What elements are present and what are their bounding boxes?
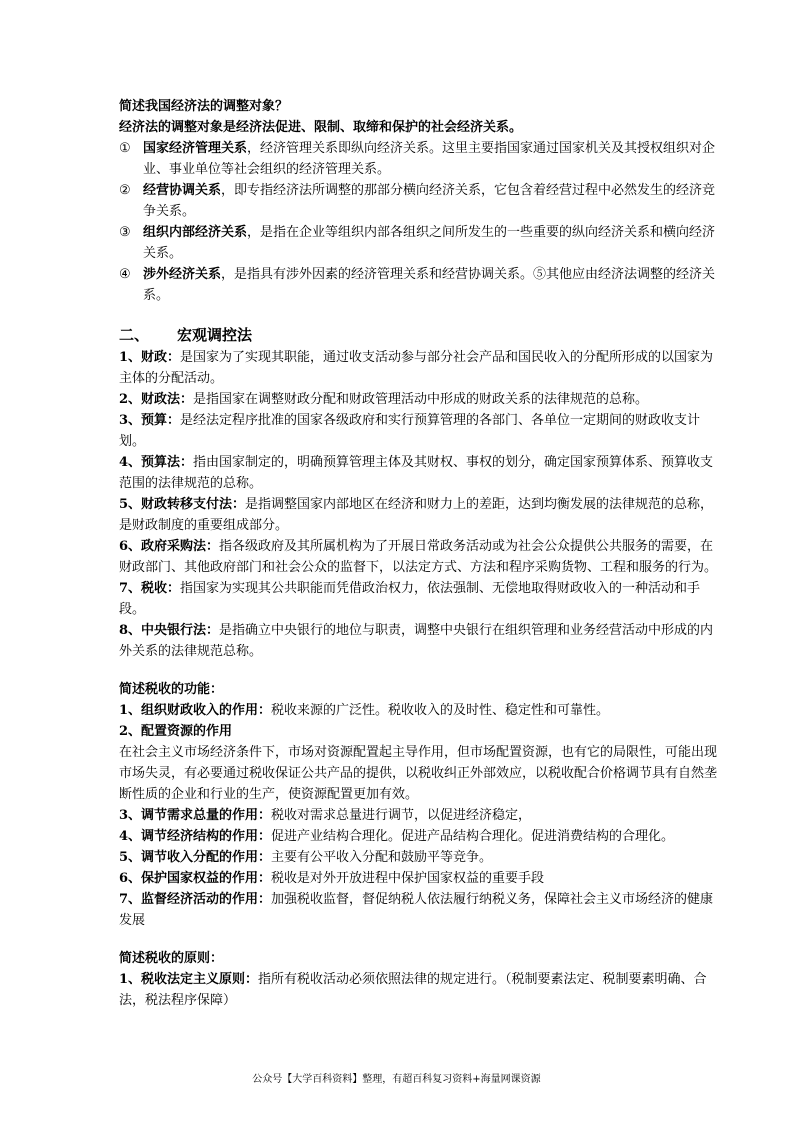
definition-item bbox=[119, 410, 719, 452]
item-text: 是国家为了实现其职能，通过收支活动参与部分社会产品和国民收入的分配所形成的以国家为主体的分配活动。 bbox=[119, 350, 714, 386]
page-footer: 公众号【大学百科资料】整理，有超百科复习资料+海量网课资源 bbox=[252, 1074, 541, 1085]
item-term: 7、监督经济活动的作用： bbox=[119, 892, 272, 907]
document-body bbox=[119, 96, 719, 1011]
item-term: 4、预算法： bbox=[119, 455, 194, 470]
principle-item bbox=[119, 969, 719, 1011]
item-term: 8、中央银行法： bbox=[119, 623, 220, 638]
item-mark: ② bbox=[119, 183, 131, 198]
item-term: 组织内部经济关系 bbox=[143, 225, 248, 240]
item-mark: ① bbox=[119, 141, 131, 156]
function-item bbox=[119, 805, 719, 826]
list-item bbox=[119, 222, 719, 264]
item-text: ，是指在企业等组织内部各组织之间所发生的一些重要的纵向经济关系和横向经济关系。 bbox=[143, 225, 716, 261]
item-term: 国家经济管理关系 bbox=[143, 141, 248, 156]
function-item bbox=[119, 826, 719, 847]
definition-item bbox=[119, 578, 719, 620]
function-paragraph: 在社会主义市场经济条件下，市场对资源配置起主导作用，但市场配置资源，也有它的局限性，可能出现市场失灵，有必要通过税收保证公共产品的提供，以税收纠正外部效应，以税收配合价格调节具有自然垄断性质的企业和行业的生产，使资源配置更加有效。 bbox=[119, 745, 718, 802]
item-text: 指所有税收活动必须依照法律的规定进行。（税制要素法定、税制要素明确、合法，税法程序保障） bbox=[119, 972, 707, 1008]
item-mark: ③ bbox=[119, 225, 131, 240]
item-term: 经营协调关系 bbox=[143, 183, 222, 198]
function-item-title: 2、配置资源的作用 bbox=[119, 724, 233, 739]
item-text: ，是指具有涉外因素的经济管理关系和经营协调关系。⑤其他应由经济法调整的经济关系。 bbox=[143, 267, 716, 303]
list-item bbox=[119, 264, 719, 306]
item-text: ，即专指经济法所调整的那部分横向经济关系，它包含着经营过程中必然发生的经济竞争关系。 bbox=[143, 183, 716, 219]
definition-item bbox=[119, 494, 719, 536]
item-text: 加强税收监督，督促纳税人依法履行纳税义务，保障社会主义市场经济的健康发展 bbox=[119, 892, 714, 928]
list-item bbox=[119, 180, 719, 222]
definition-item bbox=[119, 452, 719, 494]
item-text: 是经法定程序批准的国家各级政府和实行预算管理的各部门、各单位一定期间的财政收支计划。 bbox=[119, 413, 701, 449]
definition-item bbox=[119, 347, 719, 389]
item-text: 指由国家制定的，明确预算管理主体及其财权、事权的划分，确定国家预算体系、预算收支范围的法律规范的总称。 bbox=[119, 455, 714, 491]
item-text: 税收对需求总量进行调节，以促进经济稳定， bbox=[271, 808, 532, 823]
item-term: 1、组织财政收入的作用： bbox=[119, 703, 272, 718]
item-term: 7、税收： bbox=[119, 581, 181, 596]
definition-item bbox=[119, 536, 719, 578]
item-text: 税收是对外开放进程中保护国家权益的重要手段 bbox=[271, 871, 545, 886]
item-text: 指各级政府及其所属机构为了开展日常政务活动或为社会公众提供公共服务的需要，在财政部门、其他政府部门和社会公众的监督下，以法定方式、方法和程序采购货物、工程和服务的行为。 bbox=[119, 539, 718, 575]
item-term: 5、财政转移支付法： bbox=[119, 497, 246, 512]
item-text: 是指调整国家内部地区在经济和财力上的差距，达到均衡发展的法律规范的总称，是财政制度的重要组成部分。 bbox=[119, 497, 714, 533]
item-term: 5、调节收入分配的作用： bbox=[119, 850, 272, 865]
item-term: 涉外经济关系 bbox=[143, 267, 222, 282]
item-text: 主要有公平收入分配和鼓励平等竞争。 bbox=[271, 850, 493, 865]
section-title-economic-law: 简述我国经济法的调整对象？ bbox=[119, 99, 289, 114]
item-term: 2、财政法： bbox=[119, 392, 194, 407]
item-text: 指国家为实现其公共职能而凭借政治权力，依法强制、无偿地取得财政收入的一种活动和手段。 bbox=[119, 581, 701, 617]
section-heading-macro-control bbox=[119, 323, 719, 347]
item-text: ，经济管理关系即纵向经济关系。这里主要指国家通过国家机关及其授权组织对企业、事业单位等社会组织的经济管理关系。 bbox=[143, 141, 716, 177]
section-title-tax-functions: 简述税收的功能： bbox=[119, 682, 224, 697]
item-text: 税收来源的广泛性。税收收入的及时性、稳定性和可靠性。 bbox=[271, 703, 610, 718]
item-term: 3、预算： bbox=[119, 413, 181, 428]
function-item bbox=[119, 700, 719, 721]
item-text: 促进产业结构合理化。促进产品结构合理化。促进消费结构的合理化。 bbox=[271, 829, 675, 844]
item-text: 是指确立中央银行的地位与职责，调整中央银行在组织管理和业务经营活动中形成的内外关系的法律规范总称。 bbox=[119, 623, 714, 659]
definition-item bbox=[119, 389, 719, 410]
item-term: 1、财政： bbox=[119, 350, 181, 365]
item-term: 4、调节经济结构的作用： bbox=[119, 829, 272, 844]
definition-item bbox=[119, 620, 719, 662]
list-item bbox=[119, 138, 719, 180]
heading-number: 二、 bbox=[119, 326, 150, 344]
function-item bbox=[119, 868, 719, 889]
item-term: 6、政府采购法： bbox=[119, 539, 220, 554]
function-item bbox=[119, 889, 719, 931]
item-mark: ④ bbox=[119, 267, 131, 282]
item-term: 6、保护国家权益的作用： bbox=[119, 871, 272, 886]
item-text: 是指国家在调整财政分配和财政管理活动中形成的财政关系的法律规范的总称。 bbox=[193, 392, 649, 407]
item-term: 3、调节需求总量的作用： bbox=[119, 808, 272, 823]
heading-text: 宏观调控法 bbox=[177, 326, 253, 344]
section-title-tax-principles: 简述税收的原则： bbox=[119, 951, 224, 966]
function-item bbox=[119, 847, 719, 868]
item-term: 1、税收法定主义原则： bbox=[119, 972, 259, 987]
section-lead: 经济法的调整对象是经济法促进、限制、取缔和保护的社会经济关系。 bbox=[119, 120, 523, 135]
